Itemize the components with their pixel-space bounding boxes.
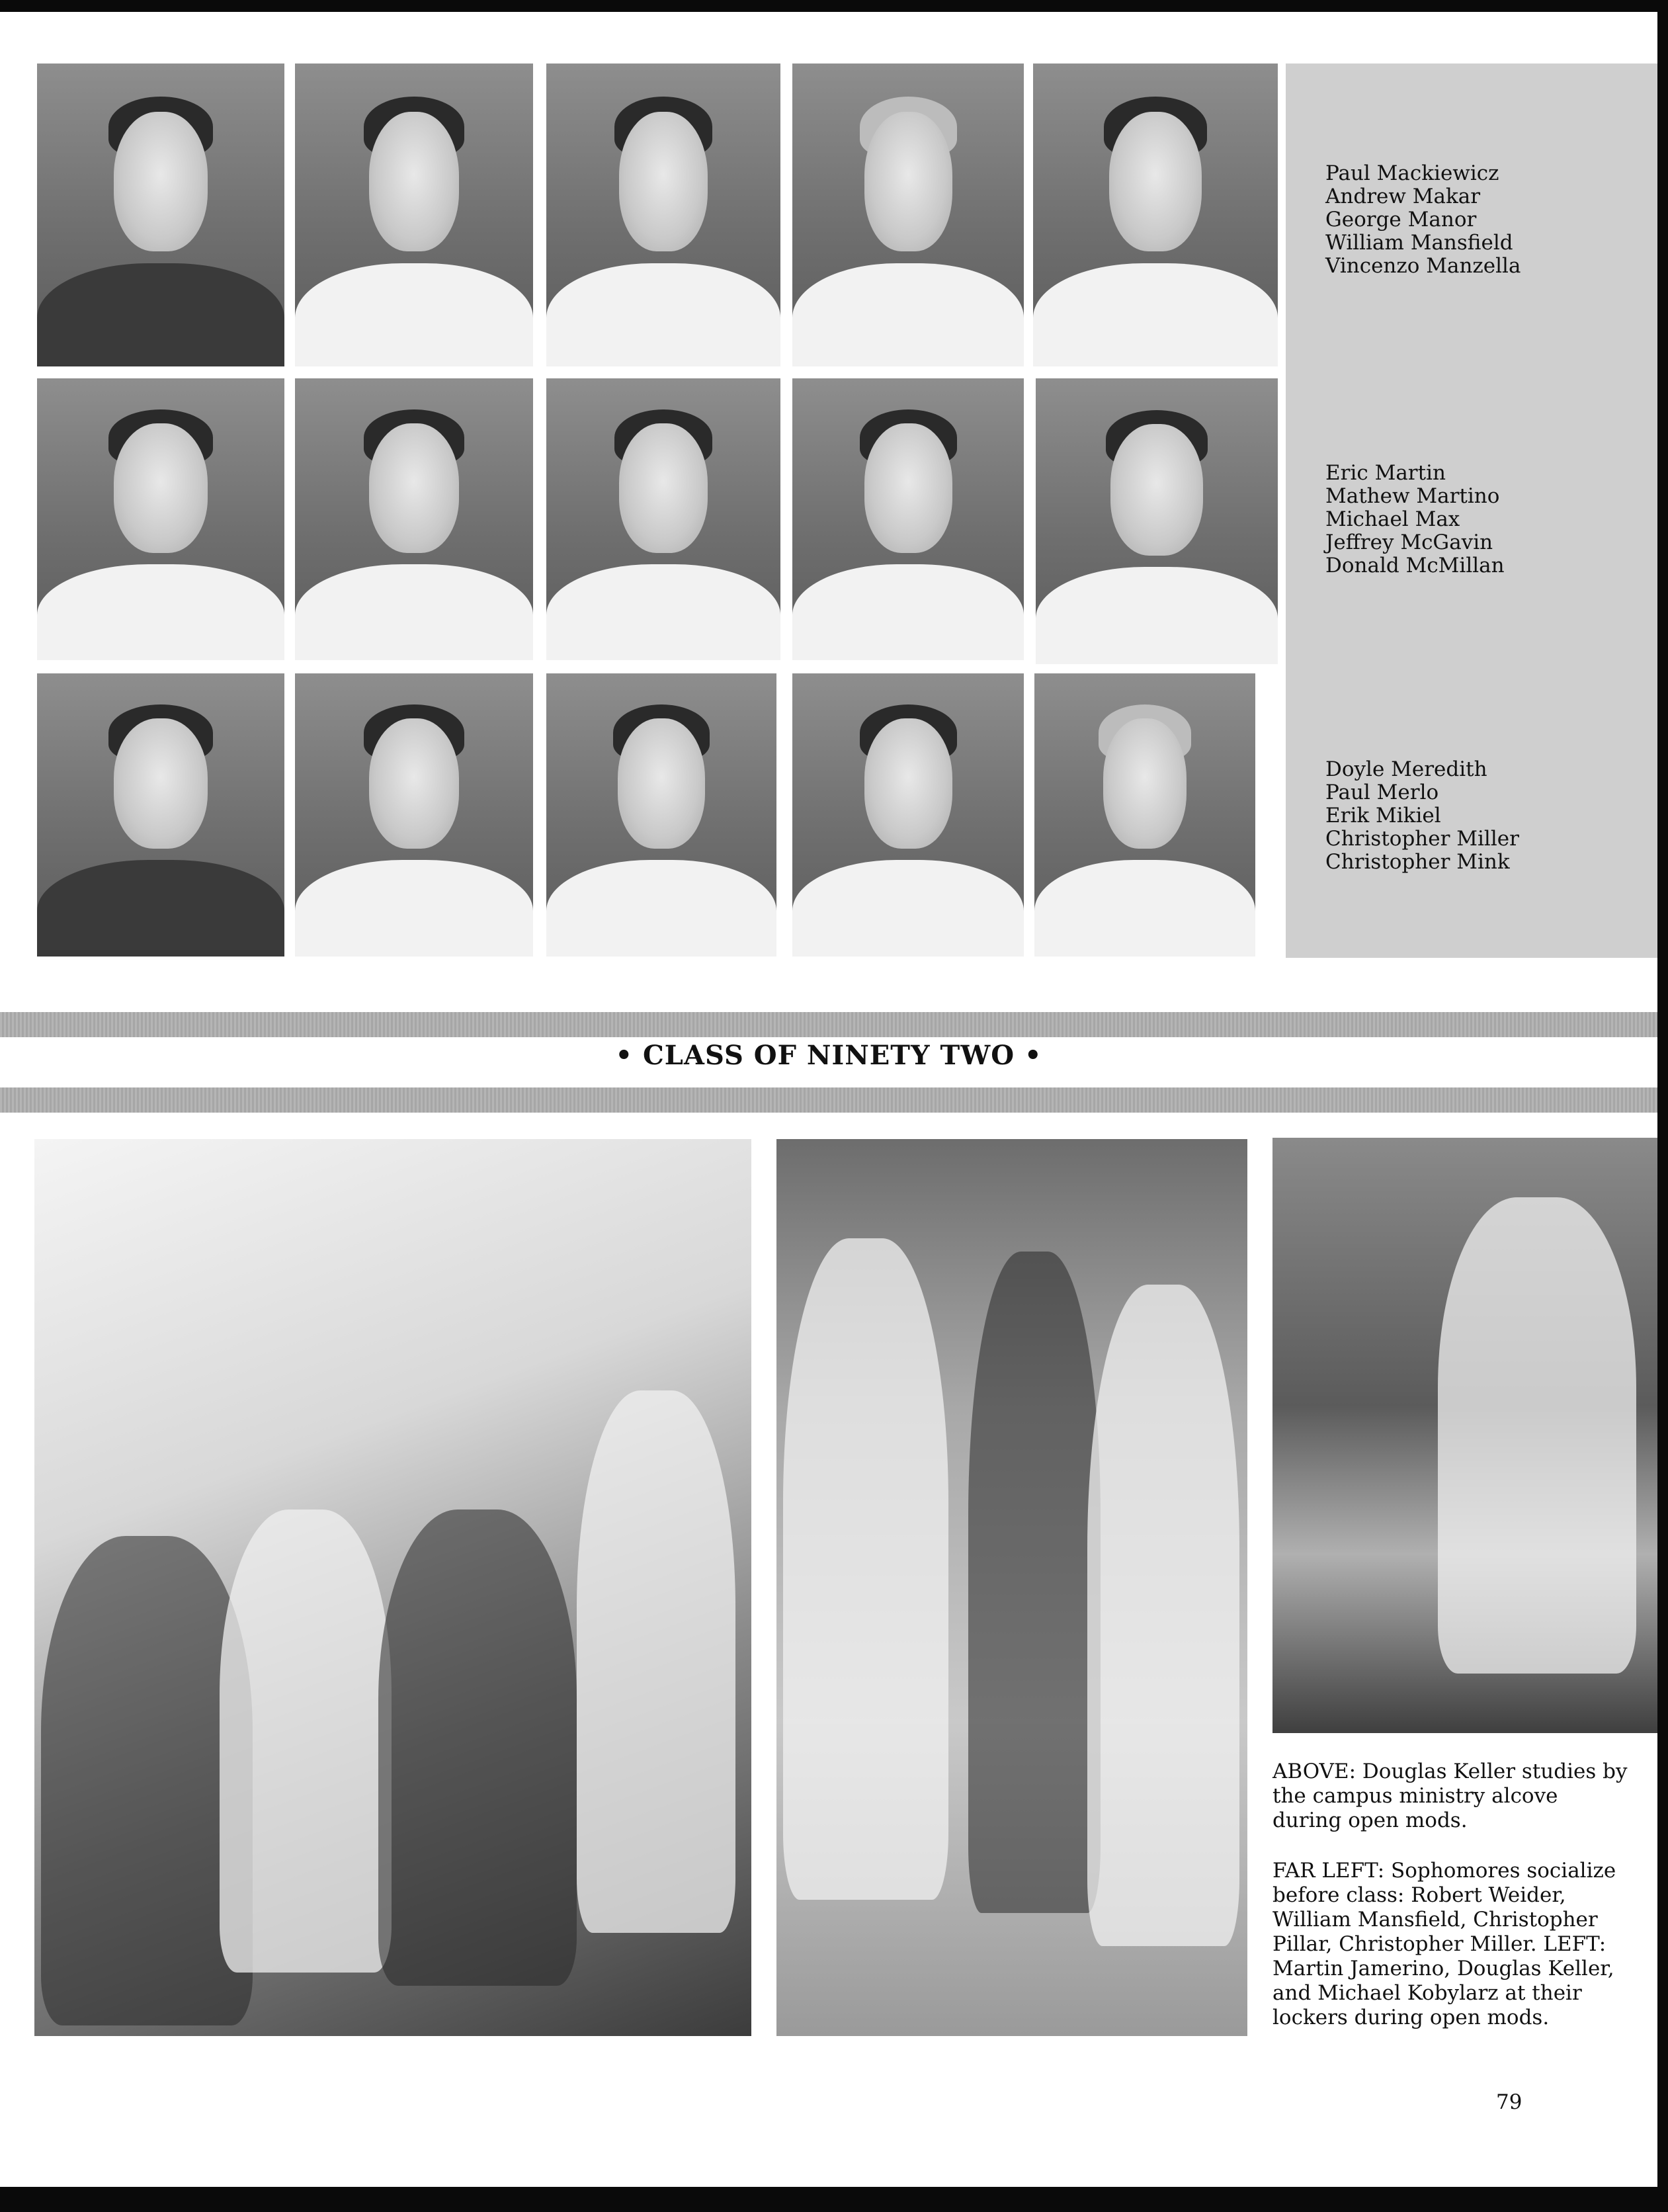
portrait <box>37 64 284 366</box>
portrait <box>792 64 1024 366</box>
page-number: 79 <box>1496 2090 1522 2114</box>
portrait <box>546 64 780 366</box>
portrait <box>295 378 533 660</box>
portrait <box>792 673 1024 957</box>
student-name: Erik Mikiel <box>1325 804 1441 828</box>
portrait <box>792 378 1024 660</box>
student-name: Eric Martin <box>1325 461 1446 485</box>
section-band-bottom <box>0 1087 1657 1113</box>
portrait <box>1034 673 1255 957</box>
section-title: • CLASS OF NINETY TWO • <box>615 1040 1042 1071</box>
photo-sophomores-socializing <box>34 1139 751 2036</box>
section-band-top <box>0 1012 1657 1037</box>
page-edge-top <box>0 0 1668 12</box>
student-name: Christopher Miller <box>1325 827 1519 851</box>
portrait <box>546 378 780 660</box>
portrait <box>37 378 284 660</box>
student-name: William Mansfield <box>1325 231 1513 255</box>
student-name: Jeffrey McGavin <box>1325 531 1493 554</box>
name-list-row-2 <box>1325 462 1505 577</box>
portrait <box>37 673 284 957</box>
student-name: Paul Mackiewicz <box>1325 161 1499 185</box>
portrait <box>1036 378 1278 664</box>
name-list-row-3 <box>1325 758 1519 874</box>
photo-student-reading <box>1272 1138 1657 1733</box>
portrait <box>295 673 533 957</box>
student-name: Paul Merlo <box>1325 781 1439 804</box>
photo-students-at-lockers <box>776 1139 1247 2036</box>
student-name: Andrew Makar <box>1325 185 1481 208</box>
portrait <box>295 64 533 366</box>
student-name: Doyle Meredith <box>1325 757 1487 781</box>
student-name: Christopher Mink <box>1325 850 1510 874</box>
page-edge-bottom <box>0 2187 1668 2212</box>
caption-above: ABOVE: Douglas Keller studies by the campus ministry alcove during open mods. <box>1272 1760 1628 1832</box>
student-name: Donald McMillan <box>1325 554 1505 577</box>
student-name: Mathew Martino <box>1325 484 1500 508</box>
portrait <box>546 673 776 957</box>
student-name: Michael Max <box>1325 507 1460 531</box>
student-name: George Manor <box>1325 208 1477 232</box>
portrait <box>1033 64 1278 366</box>
name-list-row-1 <box>1325 162 1521 278</box>
student-name: Vincenzo Manzella <box>1325 254 1521 278</box>
caption-far-left: FAR LEFT: Sophomores socialize before class: Robert Weider, William Mansfield, Christopher Pillar, Christopher Miller. LEFT: Martin Jamerino, Douglas Keller, and Michael Kobylarz at their lockers during open mods. <box>1272 1859 1616 2029</box>
page-edge-right <box>1657 0 1668 2212</box>
